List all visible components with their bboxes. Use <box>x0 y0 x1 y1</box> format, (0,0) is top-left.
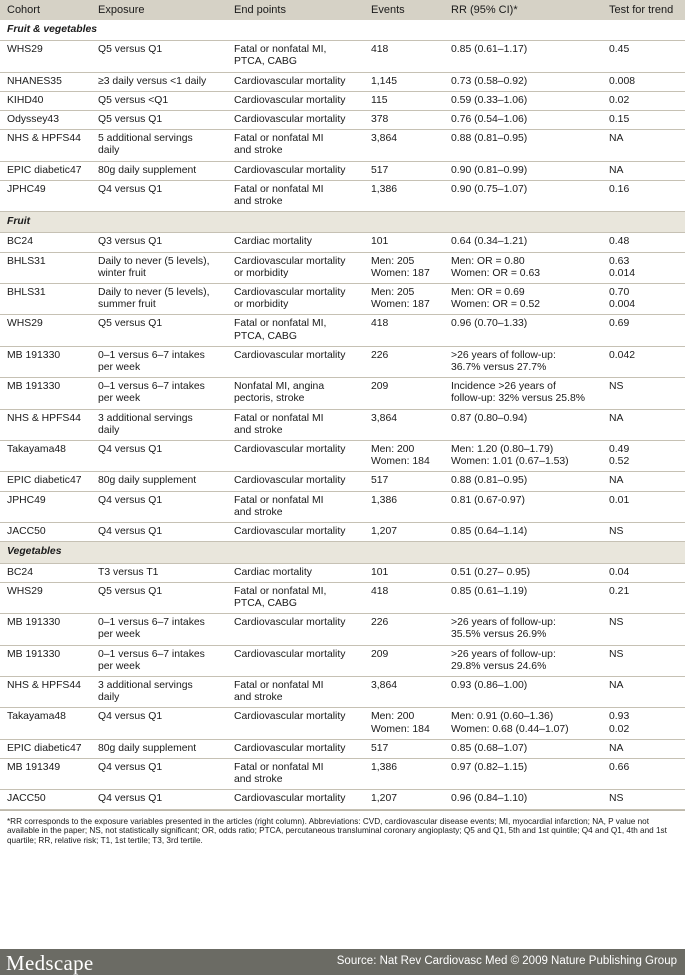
cohort-cell: Takayama48 <box>0 441 91 472</box>
events-cell: 226 <box>364 614 444 645</box>
rr-cell: 0.51 (0.27– 0.95) <box>444 563 602 582</box>
cohort-cell: NHANES35 <box>0 72 91 91</box>
events-cell: 1,207 <box>364 523 444 542</box>
cohort-cell: EPIC diabetic47 <box>0 472 91 491</box>
end-points-cell: Cardiovascular mortality or morbidity <box>227 252 364 283</box>
table-row <box>0 491 685 522</box>
medscape-logo: Medscape <box>6 951 94 975</box>
rr-cell: 0.90 (0.75–1.07) <box>444 180 602 211</box>
cohort-cell: EPIC diabetic47 <box>0 739 91 758</box>
table-row <box>0 91 685 110</box>
table-row <box>0 315 685 346</box>
section-row <box>0 20 685 41</box>
table-row <box>0 72 685 91</box>
trend-cell: 0.21 <box>602 582 685 613</box>
cohort-cell: Takayama48 <box>0 708 91 739</box>
rr-cell: 0.90 (0.81–0.99) <box>444 161 602 180</box>
events-cell: Men: 200 Women: 184 <box>364 708 444 739</box>
exposure-cell: Q4 versus Q1 <box>91 708 227 739</box>
events-cell: 209 <box>364 645 444 676</box>
table-row <box>0 409 685 440</box>
events-cell: 101 <box>364 233 444 252</box>
trend-cell: NA <box>602 130 685 161</box>
exposure-cell: T3 versus T1 <box>91 563 227 582</box>
rr-cell: 0.97 (0.82–1.15) <box>444 758 602 789</box>
events-cell: 3,864 <box>364 409 444 440</box>
exposure-cell: Q5 versus Q1 <box>91 41 227 72</box>
table-row <box>0 708 685 739</box>
cohort-cell: JPHC49 <box>0 180 91 211</box>
cohort-cell: BC24 <box>0 563 91 582</box>
rr-cell: 0.85 (0.64–1.14) <box>444 523 602 542</box>
end-points-cell: Cardiovascular mortality <box>227 472 364 491</box>
end-points-cell: Fatal or nonfatal MI and stroke <box>227 758 364 789</box>
rr-cell: 0.96 (0.84–1.10) <box>444 790 602 809</box>
trend-cell: 0.042 <box>602 346 685 377</box>
col-header-cohort: Cohort <box>0 0 91 20</box>
rr-cell: 0.81 (0.67-0.97) <box>444 491 602 522</box>
events-cell: 418 <box>364 315 444 346</box>
end-points-cell: Fatal or nonfatal MI and stroke <box>227 180 364 211</box>
table-row <box>0 614 685 645</box>
footnote: *RR corresponds to the exposure variables presented in the articles (right column). Abbreviations: CVD, cardiovascular disease events; MI, myocardial infarction; NA, P value not available in the paper; NS, not statistically significant; OR, odds ratio; PTCA, percutaneous transluminal coronary angioplasty; Q5 and Q1, 5th and 1st quintile; Q4 and Q1, 4th and 1st quartile; RR, relative risk; T1, 1st tertile; T3, 3rd tertile. <box>0 810 685 846</box>
table-body <box>0 20 685 809</box>
end-points-cell: Cardiovascular mortality <box>227 708 364 739</box>
end-points-cell: Cardiovascular mortality or morbidity <box>227 284 364 315</box>
section-row <box>0 212 685 233</box>
rr-cell: >26 years of follow-up: 35.5% versus 26.9% <box>444 614 602 645</box>
exposure-cell: Q3 versus Q1 <box>91 233 227 252</box>
trend-cell: 0.04 <box>602 563 685 582</box>
section-title: Vegetables <box>0 542 685 563</box>
rr-cell: Men: OR = 0.69 Women: OR = 0.52 <box>444 284 602 315</box>
table-row <box>0 472 685 491</box>
rr-cell: 0.96 (0.70–1.33) <box>444 315 602 346</box>
exposure-cell: Q5 versus Q1 <box>91 111 227 130</box>
events-cell: 418 <box>364 41 444 72</box>
trend-cell: NA <box>602 676 685 707</box>
end-points-cell: Cardiovascular mortality <box>227 790 364 809</box>
cohort-cell: NHS & HPFS44 <box>0 676 91 707</box>
trend-cell: 0.63 0.014 <box>602 252 685 283</box>
cohort-cell: WHS29 <box>0 315 91 346</box>
exposure-cell: 3 additional servings daily <box>91 676 227 707</box>
exposure-cell: Daily to never (5 levels), summer fruit <box>91 284 227 315</box>
end-points-cell: Cardiovascular mortality <box>227 645 364 676</box>
table-row <box>0 130 685 161</box>
end-points-cell: Cardiovascular mortality <box>227 161 364 180</box>
table-row <box>0 378 685 409</box>
cohort-cell: EPIC diabetic47 <box>0 161 91 180</box>
cohort-cell: MB 191330 <box>0 346 91 377</box>
exposure-cell: Q4 versus Q1 <box>91 491 227 522</box>
table-row <box>0 645 685 676</box>
end-points-cell: Fatal or nonfatal MI, PTCA, CABG <box>227 582 364 613</box>
trend-cell: 0.008 <box>602 72 685 91</box>
trend-cell: 0.45 <box>602 41 685 72</box>
table-row <box>0 739 685 758</box>
trend-cell: 0.66 <box>602 758 685 789</box>
table-row <box>0 180 685 211</box>
col-header-trend: Test for trend <box>602 0 685 20</box>
exposure-cell: Daily to never (5 levels), winter fruit <box>91 252 227 283</box>
exposure-cell: 0–1 versus 6–7 intakes per week <box>91 645 227 676</box>
rr-cell: >26 years of follow-up: 36.7% versus 27.7% <box>444 346 602 377</box>
rr-cell: 0.85 (0.68–1.07) <box>444 739 602 758</box>
table-row <box>0 346 685 377</box>
end-points-cell: Fatal or nonfatal MI, PTCA, CABG <box>227 315 364 346</box>
table-row <box>0 676 685 707</box>
exposure-cell: 0–1 versus 6–7 intakes per week <box>91 378 227 409</box>
trend-cell: 0.15 <box>602 111 685 130</box>
trend-cell: NS <box>602 614 685 645</box>
exposure-cell: Q4 versus Q1 <box>91 758 227 789</box>
rr-cell: 0.64 (0.34–1.21) <box>444 233 602 252</box>
rr-cell: 0.88 (0.81–0.95) <box>444 130 602 161</box>
exposure-cell: 3 additional servings daily <box>91 409 227 440</box>
trend-cell: 0.48 <box>602 233 685 252</box>
table-row <box>0 790 685 809</box>
events-cell: 1,386 <box>364 180 444 211</box>
cohort-cell: MB 191330 <box>0 614 91 645</box>
cohort-cell: JACC50 <box>0 790 91 809</box>
exposure-cell: ≥3 daily versus <1 daily <box>91 72 227 91</box>
end-points-cell: Fatal or nonfatal MI and stroke <box>227 491 364 522</box>
events-cell: 115 <box>364 91 444 110</box>
events-cell: 1,145 <box>364 72 444 91</box>
cohort-cell: JACC50 <box>0 523 91 542</box>
exposure-cell: 80g daily supplement <box>91 472 227 491</box>
end-points-cell: Cardiovascular mortality <box>227 614 364 645</box>
cohort-cell: WHS29 <box>0 41 91 72</box>
rr-cell: >26 years of follow-up: 29.8% versus 24.6% <box>444 645 602 676</box>
end-points-cell: Fatal or nonfatal MI and stroke <box>227 130 364 161</box>
table-row <box>0 111 685 130</box>
end-points-cell: Fatal or nonfatal MI and stroke <box>227 409 364 440</box>
table-row <box>0 441 685 472</box>
col-header-rr: RR (95% CI)* <box>444 0 602 20</box>
source-credit: Source: Nat Rev Cardiovasc Med © 2009 Nature Publishing Group <box>336 955 677 967</box>
exposure-cell: 0–1 versus 6–7 intakes per week <box>91 614 227 645</box>
trend-cell: 0.69 <box>602 315 685 346</box>
events-cell: 418 <box>364 582 444 613</box>
rr-cell: 0.85 (0.61–1.19) <box>444 582 602 613</box>
section-title: Fruit & vegetables <box>0 20 685 41</box>
end-points-cell: Cardiovascular mortality <box>227 441 364 472</box>
events-cell: 1,386 <box>364 491 444 522</box>
cohort-cell: WHS29 <box>0 582 91 613</box>
trend-cell: NS <box>602 645 685 676</box>
cohort-cell: Odyssey43 <box>0 111 91 130</box>
table-row <box>0 284 685 315</box>
col-header-exposure: Exposure <box>91 0 227 20</box>
rr-cell: 0.73 (0.58–0.92) <box>444 72 602 91</box>
end-points-cell: Cardiovascular mortality <box>227 346 364 377</box>
table-row <box>0 252 685 283</box>
trend-cell: 0.16 <box>602 180 685 211</box>
table-row <box>0 758 685 789</box>
rr-cell: Incidence >26 years of follow-up: 32% versus 25.8% <box>444 378 602 409</box>
cohort-cell: MB 191330 <box>0 378 91 409</box>
events-cell: Men: 200 Women: 184 <box>364 441 444 472</box>
events-cell: 226 <box>364 346 444 377</box>
rr-cell: Men: 1.20 (0.80–1.79) Women: 1.01 (0.67–1.53) <box>444 441 602 472</box>
rr-cell: 0.87 (0.80–0.94) <box>444 409 602 440</box>
trend-cell: NA <box>602 161 685 180</box>
end-points-cell: Cardiovascular mortality <box>227 91 364 110</box>
cohort-cell: BC24 <box>0 233 91 252</box>
events-cell: Men: 205 Women: 187 <box>364 284 444 315</box>
events-cell: 517 <box>364 739 444 758</box>
events-cell: 209 <box>364 378 444 409</box>
cohort-cell: JPHC49 <box>0 491 91 522</box>
trend-cell: NS <box>602 790 685 809</box>
exposure-cell: Q4 versus Q1 <box>91 441 227 472</box>
exposure-cell: Q4 versus Q1 <box>91 180 227 211</box>
events-cell: 101 <box>364 563 444 582</box>
cohort-cell: MB 191349 <box>0 758 91 789</box>
exposure-cell: Q4 versus Q1 <box>91 523 227 542</box>
events-cell: Men: 205 Women: 187 <box>364 252 444 283</box>
exposure-cell: 80g daily supplement <box>91 739 227 758</box>
cohort-cell: BHLS31 <box>0 284 91 315</box>
section-row <box>0 542 685 563</box>
section-title: Fruit <box>0 212 685 233</box>
rr-cell: 0.93 (0.86–1.00) <box>444 676 602 707</box>
events-cell: 3,864 <box>364 130 444 161</box>
events-cell: 517 <box>364 161 444 180</box>
events-cell: 378 <box>364 111 444 130</box>
trend-cell: NS <box>602 378 685 409</box>
trend-cell: 0.49 0.52 <box>602 441 685 472</box>
trend-cell: 0.01 <box>602 491 685 522</box>
exposure-cell: Q4 versus Q1 <box>91 790 227 809</box>
table-row <box>0 41 685 72</box>
col-header-end-points: End points <box>227 0 364 20</box>
end-points-cell: Fatal or nonfatal MI, PTCA, CABG <box>227 41 364 72</box>
trend-cell: NA <box>602 409 685 440</box>
exposure-cell: 5 additional servings daily <box>91 130 227 161</box>
trend-cell: NS <box>602 523 685 542</box>
trend-cell: NA <box>602 739 685 758</box>
end-points-cell: Cardiovascular mortality <box>227 739 364 758</box>
exposure-cell: Q5 versus Q1 <box>91 315 227 346</box>
trend-cell: NA <box>602 472 685 491</box>
rr-cell: Men: OR = 0.80 Women: OR = 0.63 <box>444 252 602 283</box>
events-cell: 1,207 <box>364 790 444 809</box>
trend-cell: 0.70 0.004 <box>602 284 685 315</box>
table-row <box>0 563 685 582</box>
trend-cell: 0.02 <box>602 91 685 110</box>
end-points-cell: Cardiovascular mortality <box>227 111 364 130</box>
exposure-cell: Q5 versus <Q1 <box>91 91 227 110</box>
end-points-cell: Cardiovascular mortality <box>227 523 364 542</box>
rr-cell: 0.76 (0.54–1.06) <box>444 111 602 130</box>
table-row <box>0 582 685 613</box>
end-points-cell: Fatal or nonfatal MI and stroke <box>227 676 364 707</box>
table-row <box>0 233 685 252</box>
header-row <box>0 0 685 20</box>
events-cell: 3,864 <box>364 676 444 707</box>
table-row <box>0 523 685 542</box>
end-points-cell: Nonfatal MI, angina pectoris, stroke <box>227 378 364 409</box>
footer-bar <box>0 949 685 975</box>
rr-cell: 0.88 (0.81–0.95) <box>444 472 602 491</box>
events-cell: 1,386 <box>364 758 444 789</box>
cohort-cell: KIHD40 <box>0 91 91 110</box>
trend-cell: 0.93 0.02 <box>602 708 685 739</box>
end-points-cell: Cardiac mortality <box>227 233 364 252</box>
exposure-cell: 80g daily supplement <box>91 161 227 180</box>
col-header-events: Events <box>364 0 444 20</box>
table-row <box>0 161 685 180</box>
end-points-cell: Cardiac mortality <box>227 563 364 582</box>
cohort-cell: NHS & HPFS44 <box>0 130 91 161</box>
rr-cell: 0.59 (0.33–1.06) <box>444 91 602 110</box>
exposure-cell: 0–1 versus 6–7 intakes per week <box>91 346 227 377</box>
events-cell: 517 <box>364 472 444 491</box>
cohort-cell: BHLS31 <box>0 252 91 283</box>
cohort-cell: MB 191330 <box>0 645 91 676</box>
rr-cell: 0.85 (0.61–1.17) <box>444 41 602 72</box>
cohort-cell: NHS & HPFS44 <box>0 409 91 440</box>
exposure-cell: Q5 versus Q1 <box>91 582 227 613</box>
rr-cell: Men: 0.91 (0.60–1.36) Women: 0.68 (0.44–1.07) <box>444 708 602 739</box>
end-points-cell: Cardiovascular mortality <box>227 72 364 91</box>
